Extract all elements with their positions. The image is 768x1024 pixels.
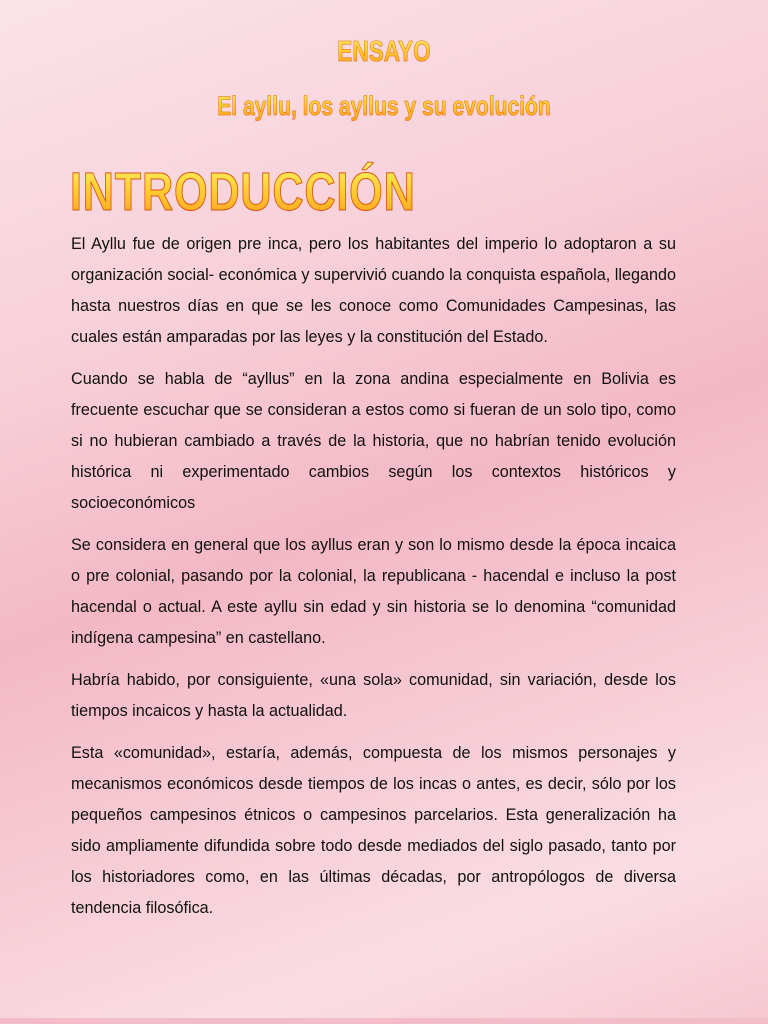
document-title: ENSAYO: [84, 36, 683, 68]
document-body: [71, 229, 676, 935]
paragraph: Cuando se habla de “ayllus” en la zona andina especialmente en Bolivia es frecuente escuchar que se consideran a estos como si fueran de un solo tipo, como si no hubieran cambiado a través de la historia, que no habrían tenido evolución histórica ni experimentado cambios según los contextos históricos y socioeconómicos: [71, 370, 676, 512]
paragraph: Habría habido, por consiguiente, «una sola» comunidad, sin variación, desde los tiempos incaicos y hasta la actualidad.: [71, 671, 676, 720]
paragraph: Se considera en general que los ayllus eran y son lo mismo desde la época incaica o pre colonial, pasando por la colonial, la republicana - hacendal e incluso la post hacendal o actual. A este ayllu sin edad y sin historia se lo denomina “comunidad indígena campesina” en castellano.: [71, 536, 676, 647]
page-bottom-edge: [0, 1018, 768, 1024]
document-subtitle: El ayllu, los ayllus y su evolución: [84, 90, 683, 122]
paragraph: Esta «comunidad», estaría, además, compuesta de los mismos personajes y mecanismos económicos desde tiempos de los incas o antes, es decir, sólo por los pequeños campesinos étnicos o campesinos parcelarios. Esta generalización ha sido ampliamente difundida sobre todo desde mediados del siglo pasado, tanto por los historiadores como, en las últimas décadas, por antropólogos de diversa tendencia filosófica.: [71, 744, 676, 917]
paragraph: El Ayllu fue de origen pre inca, pero los habitantes del imperio lo adoptaron a su organización social- económica y supervivió cuando la conquista española, llegando hasta nuestros días en que se les conoce como Comunidades Campesinas, las cuales están amparadas por las leyes y la constitución del Estado.: [71, 235, 676, 346]
section-heading: INTRODUCCIÓN: [70, 162, 416, 222]
